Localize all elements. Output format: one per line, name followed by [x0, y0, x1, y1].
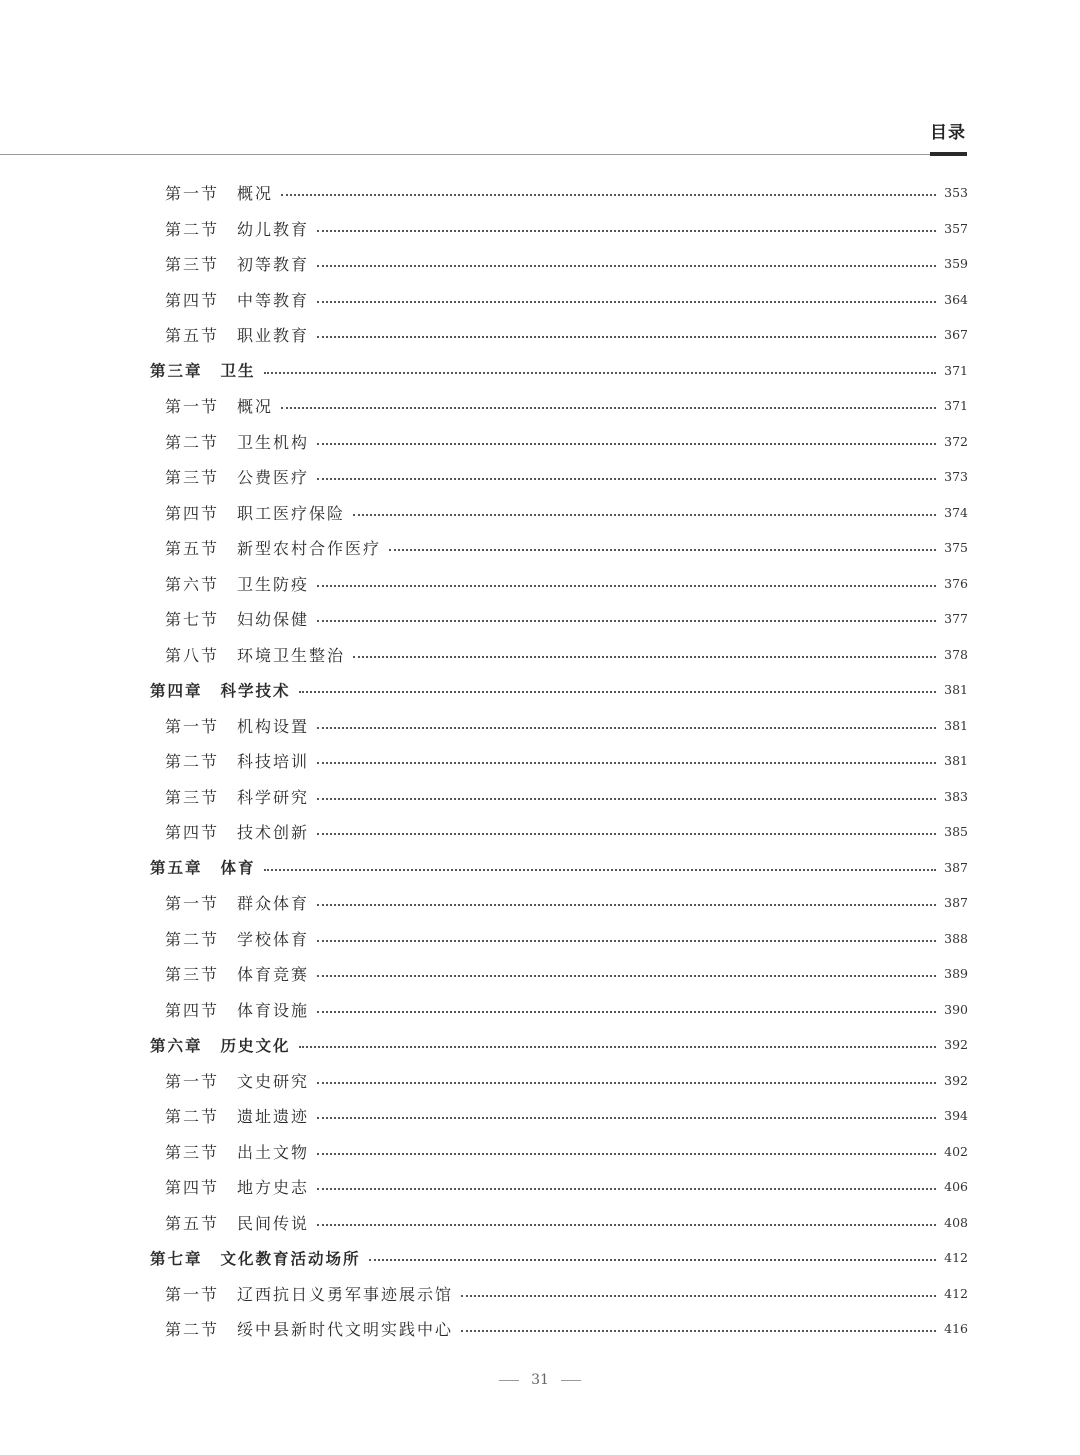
toc-entry-page: 372 [944, 433, 968, 449]
toc-entry-page: 383 [944, 788, 968, 804]
toc-entry-page: 359 [944, 256, 968, 272]
toc-dot-leader [317, 726, 936, 729]
toc-entry-title: 技术创新 [237, 823, 310, 843]
toc-entry-title: 历史文化 [220, 1036, 291, 1055]
toc-dot-leader [353, 513, 936, 516]
toc-dot-leader [317, 832, 936, 835]
toc-entry-page: 389 [944, 966, 968, 982]
toc-entry-title: 体育 [220, 859, 256, 878]
toc-dot-leader [317, 761, 936, 764]
toc-entry-title: 中等教育 [237, 290, 310, 310]
toc-section-entry[interactable] [0, 601, 1080, 637]
toc-entry-title: 初等教育 [237, 255, 310, 275]
toc-dot-leader [299, 1045, 936, 1048]
toc-chapter-entry[interactable] [0, 353, 1080, 389]
toc-chapter-entry[interactable] [0, 1240, 1080, 1276]
toc-chapter-entry[interactable] [0, 672, 1080, 708]
toc-dot-leader [281, 406, 936, 409]
toc-entry-title: 文化教育活动场所 [220, 1249, 361, 1268]
toc-section-entry[interactable] [0, 246, 1080, 282]
toc-entry-page: 408 [944, 1214, 968, 1230]
toc-entry-title: 公费医疗 [237, 468, 310, 488]
toc-dot-leader [389, 548, 936, 551]
toc-entry-title: 职工医疗保险 [237, 503, 346, 523]
toc-entry-title: 卫生 [220, 362, 256, 381]
toc-dot-leader [317, 1010, 936, 1013]
toc-dot-leader [353, 655, 936, 658]
toc-section-entry[interactable] [0, 566, 1080, 602]
toc-dot-leader [317, 797, 936, 800]
toc-section-entry[interactable] [0, 743, 1080, 779]
toc-dot-leader [317, 1116, 936, 1119]
toc-entry-title: 绥中县新时代文明实践中心 [237, 1320, 454, 1340]
toc-entry-page: 416 [944, 1321, 968, 1337]
toc-section-entry[interactable] [0, 317, 1080, 353]
toc-entry-title: 辽西抗日义勇军事迹展示馆 [237, 1284, 454, 1304]
toc-dot-leader [317, 619, 936, 622]
toc-section-entry[interactable] [0, 1169, 1080, 1205]
toc-section-entry[interactable] [0, 1205, 1080, 1241]
toc-entry-title: 民间传说 [237, 1213, 310, 1233]
toc-section-entry[interactable] [0, 885, 1080, 921]
toc-section-entry[interactable] [0, 424, 1080, 460]
toc-entry-page: 387 [944, 859, 968, 875]
toc-section-entry[interactable] [0, 814, 1080, 850]
toc-section-entry[interactable] [0, 459, 1080, 495]
toc-section-entry[interactable] [0, 495, 1080, 531]
toc-entry-title: 新型农村合作医疗 [237, 539, 382, 559]
toc-entry-number: 第三节 [165, 965, 220, 985]
toc-entry-number: 第二节 [165, 929, 220, 949]
toc-section-entry[interactable] [0, 779, 1080, 815]
toc-entry-number: 第一节 [165, 1284, 220, 1304]
toc-entry-title: 妇幼保健 [237, 610, 310, 630]
toc-entry-number: 第三节 [165, 468, 220, 488]
toc-dot-leader [317, 939, 936, 942]
toc-entry-page: 357 [944, 220, 968, 236]
table-of-contents [0, 175, 1080, 1347]
toc-entry-number: 第二节 [165, 1107, 220, 1127]
toc-entry-page: 376 [944, 575, 968, 591]
toc-entry-page: 406 [944, 1179, 968, 1195]
toc-entry-title: 科技培训 [237, 752, 310, 772]
toc-entry-page: 390 [944, 1001, 968, 1017]
toc-entry-number: 第一节 [165, 1071, 220, 1091]
toc-entry-number: 第七章 [150, 1249, 203, 1268]
toc-dot-leader [461, 1329, 936, 1332]
toc-entry-page: 392 [944, 1072, 968, 1088]
toc-entry-number: 第四节 [165, 1178, 220, 1198]
toc-dot-leader [317, 442, 936, 445]
toc-entry-title: 科学研究 [237, 787, 310, 807]
toc-section-entry[interactable] [0, 956, 1080, 992]
toc-entry-number: 第五节 [165, 326, 220, 346]
toc-dot-leader [317, 477, 936, 480]
toc-entry-page: 364 [944, 291, 968, 307]
toc-entry-title: 环境卫生整治 [237, 645, 346, 665]
toc-entry-title: 遗址遗迹 [237, 1107, 310, 1127]
toc-entry-number: 第二节 [165, 752, 220, 772]
toc-entry-page: 381 [944, 682, 968, 698]
toc-section-entry[interactable] [0, 921, 1080, 957]
toc-chapter-entry[interactable] [0, 850, 1080, 886]
toc-entry-number: 第五章 [150, 859, 203, 878]
toc-entry-number: 第八节 [165, 645, 220, 665]
toc-entry-title: 体育设施 [237, 1000, 310, 1020]
toc-dot-leader [317, 974, 936, 977]
toc-section-entry[interactable] [0, 1311, 1080, 1347]
toc-entry-title: 出土文物 [237, 1142, 310, 1162]
toc-entry-number: 第五节 [165, 1213, 220, 1233]
toc-entry-title: 文史研究 [237, 1071, 310, 1091]
toc-dot-leader [317, 903, 936, 906]
toc-section-entry[interactable] [0, 1276, 1080, 1312]
toc-entry-number: 第四章 [150, 681, 203, 700]
toc-entry-page: 367 [944, 327, 968, 343]
toc-dot-leader [317, 584, 936, 587]
toc-entry-page: 385 [944, 824, 968, 840]
toc-section-entry[interactable] [0, 1098, 1080, 1134]
toc-entry-page: 412 [944, 1285, 968, 1301]
toc-entry-title: 卫生机构 [237, 432, 310, 452]
toc-entry-number: 第四节 [165, 1000, 220, 1020]
toc-entry-number: 第七节 [165, 610, 220, 630]
toc-entry-number: 第二节 [165, 1320, 220, 1340]
toc-entry-page: 412 [944, 1250, 968, 1266]
header-title: 目录 [930, 123, 966, 143]
toc-entry-number: 第一节 [165, 397, 220, 417]
toc-entry-number: 第二节 [165, 219, 220, 239]
toc-section-entry[interactable] [0, 708, 1080, 744]
toc-entry-number: 第五节 [165, 539, 220, 559]
toc-entry-title: 职业教育 [237, 326, 310, 346]
toc-entry-page: 371 [944, 398, 968, 414]
toc-section-entry[interactable] [0, 1134, 1080, 1170]
toc-entry-number: 第四节 [165, 823, 220, 843]
toc-dot-leader [299, 690, 936, 693]
toc-entry-page: 387 [944, 895, 968, 911]
toc-entry-page: 394 [944, 1108, 968, 1124]
toc-entry-title: 卫生防疫 [237, 574, 310, 594]
toc-entry-page: 375 [944, 540, 968, 556]
toc-entry-page: 378 [944, 646, 968, 662]
toc-entry-page: 388 [944, 930, 968, 946]
toc-dot-leader [317, 1081, 936, 1084]
toc-entry-title: 概况 [237, 184, 274, 204]
page-number: 31 [531, 1372, 549, 1388]
toc-entry-page: 377 [944, 611, 968, 627]
toc-entry-page: 371 [944, 362, 968, 378]
toc-entry-page: 381 [944, 753, 968, 769]
toc-entry-page: 374 [944, 504, 968, 520]
toc-entry-page: 392 [944, 1037, 968, 1053]
toc-entry-title: 群众体育 [237, 894, 310, 914]
toc-dot-leader [317, 1223, 936, 1226]
footer-dash-left [499, 1380, 519, 1381]
toc-entry-number: 第三节 [165, 255, 220, 275]
toc-entry-page: 373 [944, 469, 968, 485]
toc-dot-leader [317, 335, 936, 338]
toc-section-entry[interactable] [0, 637, 1080, 673]
toc-section-entry[interactable] [0, 175, 1080, 211]
toc-entry-number: 第三节 [165, 1142, 220, 1162]
toc-entry-title: 地方史志 [237, 1178, 310, 1198]
footer-dash-right [561, 1380, 581, 1381]
toc-section-entry[interactable] [0, 282, 1080, 318]
page-footer [0, 1372, 1080, 1388]
toc-entry-title: 科学技术 [220, 681, 291, 700]
toc-entry-page: 402 [944, 1143, 968, 1159]
toc-entry-title: 体育竞赛 [237, 965, 310, 985]
toc-entry-number: 第六章 [150, 1036, 203, 1055]
toc-dot-leader [281, 193, 936, 196]
toc-entry-number: 第一节 [165, 184, 220, 204]
toc-entry-number: 第六节 [165, 574, 220, 594]
toc-entry-title: 幼儿教育 [237, 219, 310, 239]
toc-entry-number: 第四节 [165, 290, 220, 310]
toc-entry-number: 第四节 [165, 503, 220, 523]
toc-section-entry[interactable] [0, 388, 1080, 424]
toc-entry-page: 381 [944, 717, 968, 733]
header-accent-bar [930, 152, 967, 156]
toc-entry-title: 概况 [237, 397, 274, 417]
toc-section-entry[interactable] [0, 1063, 1080, 1099]
toc-dot-leader [264, 371, 936, 374]
toc-section-entry[interactable] [0, 530, 1080, 566]
toc-entry-number: 第一节 [165, 716, 220, 736]
toc-entry-number: 第二节 [165, 432, 220, 452]
toc-chapter-entry[interactable] [0, 1027, 1080, 1063]
toc-section-entry[interactable] [0, 211, 1080, 247]
header-rule [0, 154, 930, 155]
toc-entry-number: 第三章 [150, 362, 203, 381]
toc-dot-leader [317, 1152, 936, 1155]
toc-entry-page: 353 [944, 185, 968, 201]
toc-entry-number: 第一节 [165, 894, 220, 914]
toc-dot-leader [461, 1294, 936, 1297]
toc-dot-leader [264, 868, 936, 871]
toc-entry-title: 学校体育 [237, 929, 310, 949]
toc-entry-number: 第三节 [165, 787, 220, 807]
toc-entry-title: 机构设置 [237, 716, 310, 736]
toc-dot-leader [317, 264, 936, 267]
toc-dot-leader [369, 1258, 936, 1261]
toc-dot-leader [317, 300, 936, 303]
toc-dot-leader [317, 1187, 936, 1190]
toc-section-entry[interactable] [0, 992, 1080, 1028]
toc-dot-leader [317, 229, 936, 232]
